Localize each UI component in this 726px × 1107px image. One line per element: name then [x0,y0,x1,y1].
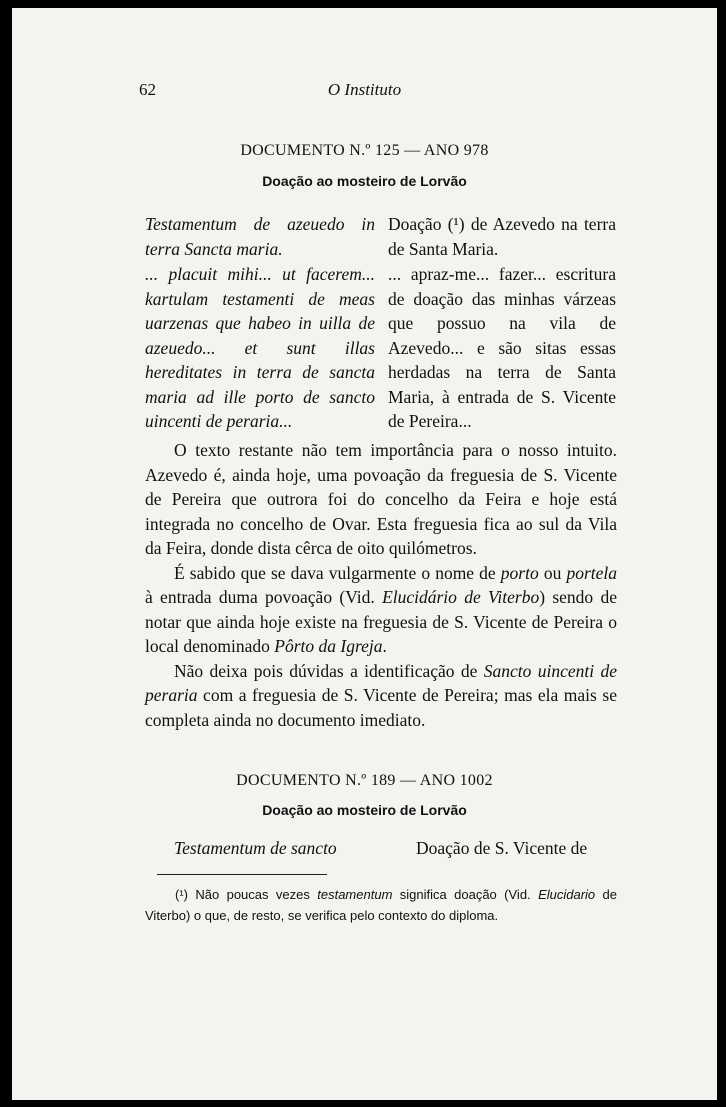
latin-column-start: Testamentum de sancto [174,838,337,858]
latin-heading: Testamentum de azeuedo in terra Sancta maria. [145,214,375,259]
document-125-subtitle: Doação ao mosteiro de Lorvão [262,173,467,189]
page-number: 62 [139,80,156,99]
latin-text: ... placuit mihi... ut facerem... kartulam testamenti de meas uarzenas que habeo in uilla de azeuedo... et sunt illas hereditates in terra de sancta maria ad ille porto de sancto uincenti de peraria... [145,264,375,431]
document-189-subtitle: Doação ao mosteiro de Lorvão [262,802,467,818]
paragraph-1: O texto restante não tem importância para o nosso intuito. Azevedo é, ainda hoje, uma povoação da freguesia de S. Vicente de Pereira que outrora foi do concelho da Feira e hoje está integrada no concelho de Ovar. Esta freguesia fica ao sul da Vila da Feira, donde dista cêrca de oito quilómetros. [145,440,617,558]
document-189-title: DOCUMENTO N.º 189 — ANO 1002 [236,772,493,789]
document-125-title: DOCUMENTO N.º 125 — ANO 978 [240,142,489,159]
portuguese-column-start: Doação de S. Vicente de [416,838,588,858]
portuguese-text: ... apraz-me... fazer... escritura de doação das minhas várzeas que possuo na vila de Azevedo... e são sitas essas herdadas na terra de Santa Maria, à entrada de S. Vicente de Pereira... [388,264,616,431]
footnote: (¹) Não poucas vezes testamentum significa doação (Vid. Elucidario de Viterbo) o que, de resto, se verifica pelo contexto do diploma. [145,887,617,923]
page-header [12,80,717,104]
paragraph-3: Não deixa pois dúvidas a identificação de Sancto uincenti de peraria com a freguesia de S. Vicente de Pereira; mas ela mais se completa ainda no documento imediato. [145,660,618,730]
commentary [145,438,617,732]
document-page [12,8,717,1100]
portuguese-heading: Doação (¹) de Azevedo na terra de Santa Maria. [388,214,616,259]
running-title: O Instituto [327,80,402,99]
footnote-rule [157,874,327,875]
paragraph-2: É sabido que se dava vulgarmente o nome de porto ou portela à entrada duma povoação (Vid. Elucidário de Viterbo) sendo de notar que ainda hoje existe na freguesia de S. Vicente de Pereira o local denominado Pôrto da Igreja. [145,562,618,656]
latin-column [145,212,375,434]
portuguese-column [388,212,616,434]
